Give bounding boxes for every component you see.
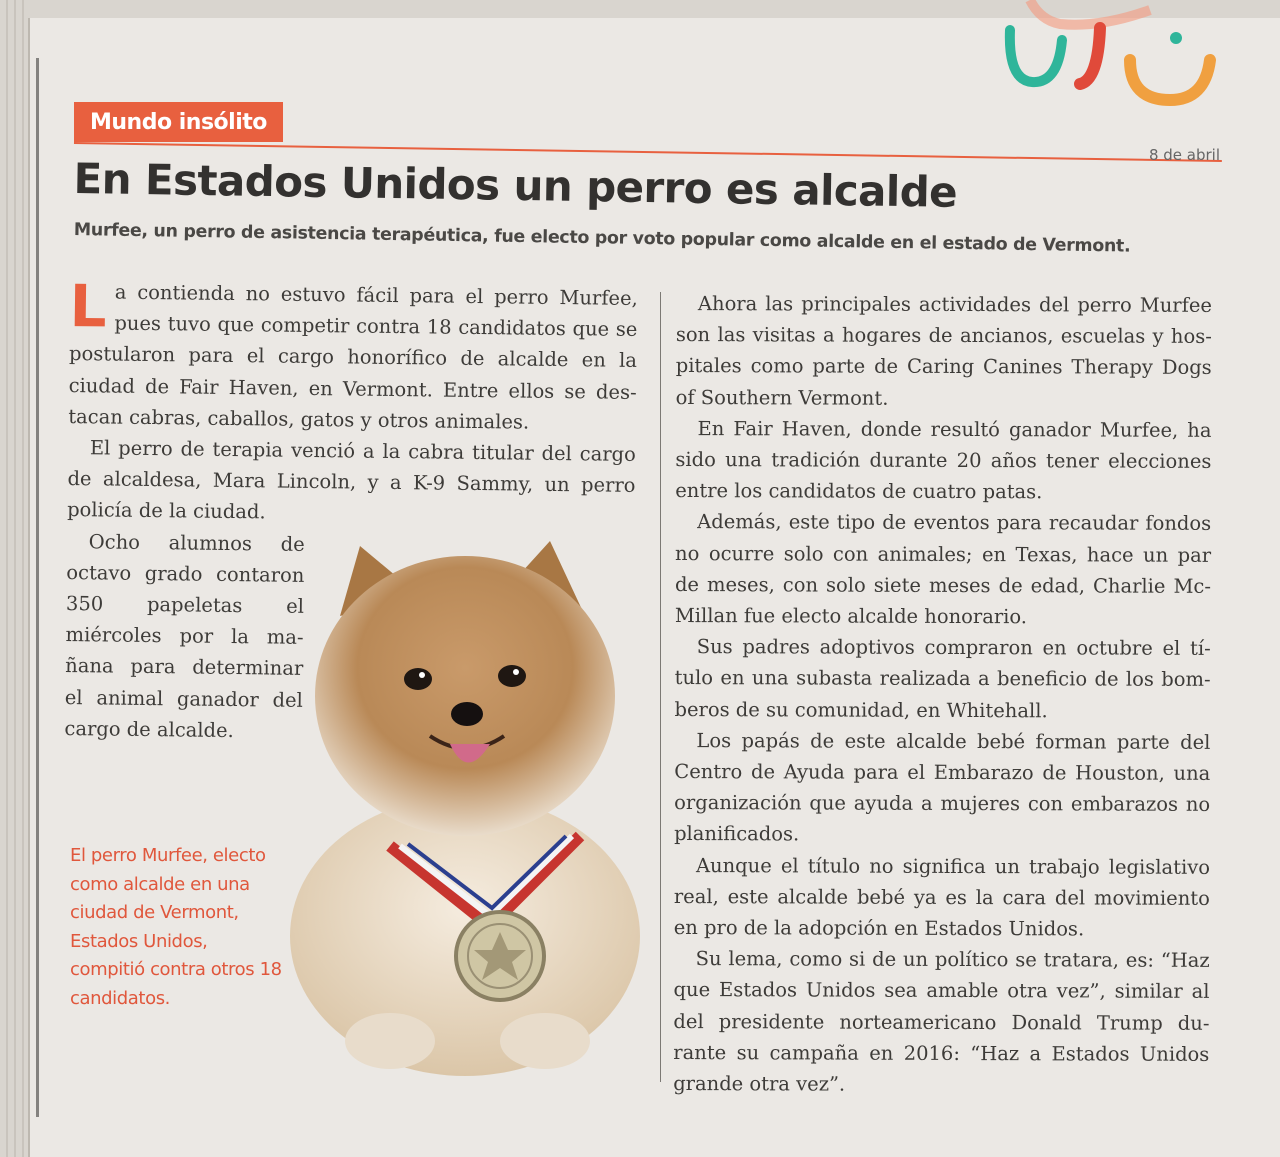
dog-photo <box>280 536 650 1076</box>
paragraph: Los papás de este alcalde bebé forman parte del Centro de Ayuda para el Embarazo de Houston, una organización que ayuda a mujeres con embarazos no planificados. <box>674 728 1211 846</box>
paper-edge <box>6 0 8 1157</box>
paragraph: Aunque el título no significa un trabajo legislativo real, este alcalde bebé ya es la cara del movimiento en pro de la adopción en Estados Unidos. <box>673 853 1211 941</box>
photo-caption: El perro Murfee, electo como alcalde en una ciudad de Vermont, Estados Unidos, compitió contra otros 18 candidatos. <box>70 845 282 1009</box>
article-headline: En Estados Unidos un perro es alcalde <box>73 154 958 217</box>
paragraph: El perro de terapia venció a la cabra titular del cargo de alcaldesa, Mara Lincoln, y a K-9 Sammy, un perro policía de la ciudad. <box>67 436 637 524</box>
article-deck: Murfee, un perro de asistencia terapéutica, fue electo por voto popular como alcalde en el estado de Vermont. <box>73 220 1131 257</box>
article-date: 8 de abril <box>1148 146 1220 164</box>
paragraph: Ahora las principales actividades del perro Murfee son las visitas a hogares de ancianos, escuelas y hospitales como parte de Caring Canines Therapy Dogs of Southern Vermont. <box>675 292 1212 410</box>
paragraph: Ocho alumnos de octavo grado contaron 350 papeletas el miércoles por la mañana para determinar el animal ganador del cargo de alcalde. <box>64 529 305 742</box>
paper-edge <box>22 0 24 1157</box>
decorative-lettering-graphic <box>980 0 1280 130</box>
paragraph: La contienda no estuvo fácil para el perro Murfee, pues tuvo que competir contra 18 candidatos que se postularon para el cargo honorífico de alcalde en la ciudad de Fair Haven, en Vermont. Entre ellos se destacan cabras, caballos, gatos y otros animales. <box>68 272 638 434</box>
paragraph: Su lema, como si de un político se tratara, es: “Haz que Estados Unidos sea amable otra vez”, similar al del presidente norteamericano Donald Trump durante su campaña en 2016: “Haz a Estados Unidos grande otra vez”. <box>673 947 1210 1096</box>
paragraph: Además, este tipo de eventos para recaudar fondos no ocurre solo con animales; en Texas, hace un par de meses, con solo siete meses de edad, Charlie McMillan fue electo alcalde honorario. <box>674 510 1212 629</box>
paragraph: Sus padres adoptivos compraron en octubre el título en una subasta realizada a beneficio de los bomberos de su comunidad, en Whitehall. <box>674 635 1211 722</box>
drop-cap: L <box>69 272 108 341</box>
section-tag: Mundo insólito <box>74 102 283 142</box>
column-divider <box>660 292 661 1082</box>
paragraph: En Fair Haven, donde resultó ganador Murfee, ha sido una tradición durante 20 años tener elecciones entre los candidatos de cuatro patas. <box>675 416 1212 504</box>
paper-edge <box>14 0 16 1157</box>
right-column <box>673 288 1212 1101</box>
